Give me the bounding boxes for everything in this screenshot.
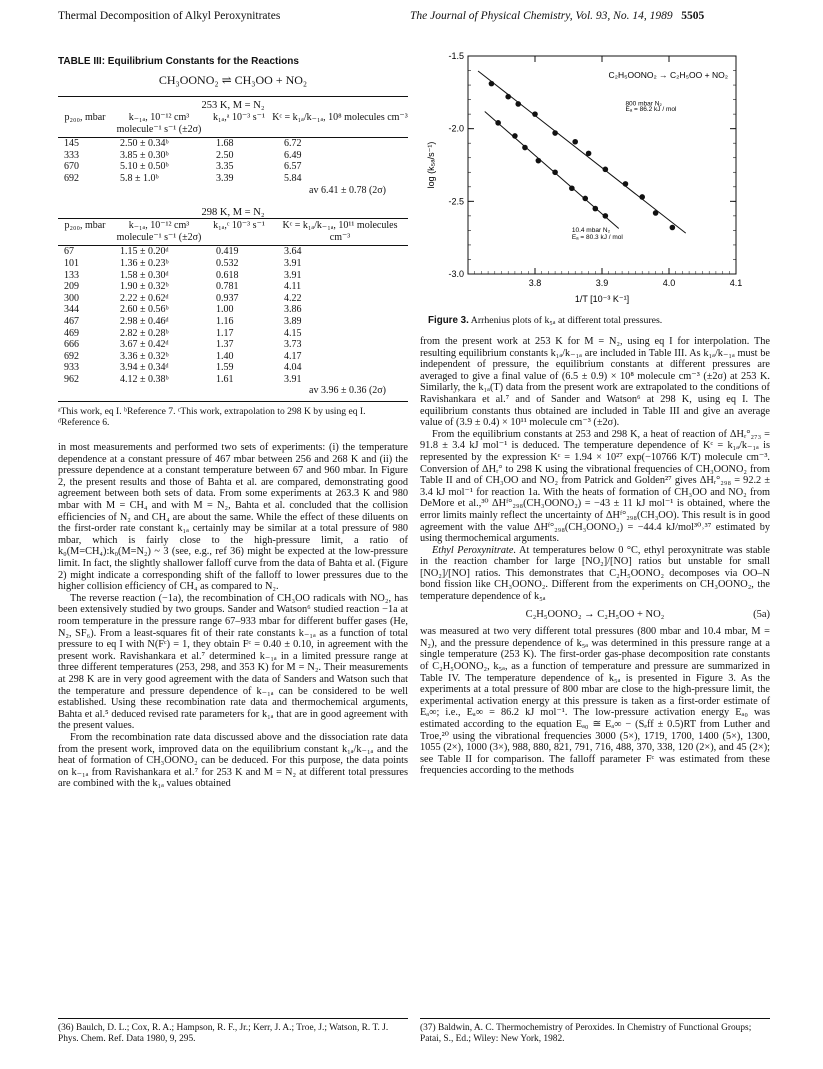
table-title: TABLE III: Equilibrium Constants for the Reactions [58,56,299,67]
table-header-cell: Kᶜ = k₁ₐ/k₋₁ₐ, 10⁸ molecules cm⁻³ [272,111,408,138]
table-cell: 2.60 ± 0.56ᵇ [120,304,169,316]
x-tick-label: 3.9 [595,278,609,288]
reaction-label: C₂H₅OONO₂ → C₂H₅OO + NO₂ [608,70,728,80]
table-cell: 2.82 ± 0.28ᵇ [120,327,169,339]
data-point-0 [653,210,659,216]
running-header: Thermal Decomposition of Alkyl Peroxynitrates [58,10,281,22]
data-point-0 [489,81,495,87]
table-cell: 3.85 ± 0.30ᵇ [120,149,169,161]
x-tick-label: 4.0 [662,278,676,288]
table-cell: 1.40 [216,350,234,362]
table-cell: 3.36 ± 0.32ᵇ [120,350,169,362]
table-condition-253k: 253 K, M = N₂ [58,96,408,111]
data-point-0 [515,101,521,107]
paragraph: The reverse reaction (−1a), the recombination of CH₃OO radicals with NO₂, has been extensively studied by two groups. Sander and Watson⁶ studied reaction −1a at room temperature in the pressure range 67–933 mbar for different buffer gases (He, N₂, SF₆). From a least-squares fit of their rate constants k₋₁ₐ as a function of total pressure to eq I with N(Fᶜ) = 1, they obtain Fᶜ = 0.40 ± 0.10, in agreement with the present work. Ravishankara et al.⁷ determined k₋₁ₐ in a limited pressure range at three different temperatures (253, 298, and 353 K) for M = N₂. Their measurements at 298 K are in very good agreement with the data of Sanders and Watson such that the temperature and pressure dependence of k₋₁ₐ can be considered to be well established. Using these recombination rate data and thermochemical arguments, Bahta et al.⁵ deduced revised rate parameters for k₁ₐ that are in good agreement with the present values. [58,592,408,732]
table-cell: 3.94 ± 0.34ᵈ [120,362,169,374]
table-cell: 6.49 [284,149,302,161]
journal-header [410,10,704,22]
table-cell: 467 [64,315,79,327]
left-column [58,38,408,790]
right-column [420,38,770,777]
data-point-0 [552,130,558,136]
figure-caption-label: Figure 3. [428,315,469,326]
table-cell: 1.36 ± 0.23ᵇ [120,257,169,269]
table-condition-298k: 298 K, M = N₂ [201,207,265,219]
data-point-1 [536,158,542,164]
table-row [58,258,408,270]
table-row [58,374,408,386]
y-tick-label: -2.5 [448,196,464,207]
y-axis-label: log (k₅ₐ/s⁻¹) [426,141,436,189]
table-row [58,270,408,282]
table-cell: 3.91 [284,257,302,269]
table-cell: 0.419 [216,246,239,258]
table-row [58,173,408,185]
table-header-cell: k₋₁ₐ, 10⁻¹² cm³ molecule⁻¹ s⁻¹ (±2σ) [112,219,206,246]
table-cell: 3.89 [284,315,302,327]
data-point-0 [505,94,511,100]
table-cell: 933 [64,362,79,374]
table-cell: 145 [64,138,79,150]
table-cell: 3.67 ± 0.42ᵈ [120,339,169,351]
table-cell: 4.12 ± 0.38ᵇ [120,373,169,385]
table-cell: 2.22 ± 0.62ᵈ [120,292,169,304]
table-cell: 209 [64,281,79,293]
table-row [58,316,408,328]
table-cell: 962 [64,373,79,385]
table-row [58,293,408,305]
table-header-cell: k₁ₐ,ᶜ 10⁻³ s⁻¹ [206,219,272,246]
equation-number: (5a) [753,608,770,620]
table-row [58,339,408,351]
table-cell: 469 [64,327,79,339]
data-point-0 [603,167,609,173]
table-row [58,304,408,316]
left-body-text [58,442,408,790]
table-cell: 3.73 [284,339,302,351]
table-cell: 1.15 ± 0.20ᵈ [120,246,169,258]
plot-frame [468,56,736,274]
table-block-298k [58,218,408,397]
data-point-0 [572,139,578,145]
table-row [58,351,408,363]
x-axis-label: 1/T [10⁻³ K⁻¹] [574,294,630,304]
reference-36: (36) Baulch, D. L.; Cox, R. A.; Hampson, R. F., Jr.; Kerr, J. A.; Troe, J.; Watson, R. T. J. Phys. Chem. Ref. Data 1980, 9, 295. [58,1018,408,1045]
equation-5a [420,609,770,621]
table-row [58,281,408,293]
x-tick-label: 4.1 [729,278,743,288]
paragraph-text: At temperatures below 0 °C, ethyl peroxynitrate was stable in the reaction chamber for large [NO₂]/[NO] ratios but unstable for small [NO₂]/[NO] ratios. This demonstrates that C₂H₅OONO₂ decomposes via OO–N bond fission like CH₃OONO₂. Different from the experiments on CH₃OONO₂, the temperature dependence of k₅ₐ [420,544,771,603]
table-cell: 344 [64,304,79,316]
right-body-text [420,336,770,777]
table-cell: 4.04 [284,362,302,374]
table-cell: 6.72 [284,138,302,150]
table-cell: 666 [64,339,79,351]
table-cell: 1.61 [216,373,234,385]
annotation-low-pressure: 10.4 mbar N₂ [571,226,611,234]
table-cell: 4.15 [284,327,302,339]
table-cell: 1.90 ± 0.32ᵇ [120,281,169,293]
table-cell: 4.22 [284,292,302,304]
table-cell: 5.10 ± 0.50ᵇ [120,161,169,173]
data-point-1 [552,169,558,175]
table-cell: 670 [64,161,79,173]
data-point-1 [569,185,575,191]
table-row [58,328,408,340]
table-cell: 2.50 [216,149,234,161]
table-cell: 0.937 [216,292,239,304]
paragraph: from the present work at 253 K for M = N₂, using eq I for interpolation. The resulting equilibrium constants k₁ₐ/k₋₁ₐ are included in Table III. As k₁ₐ/k₋₁ₐ must be independent of pressure, the equilibrium constants at different pressures are averaged to give a final value of (6.5 ± 0.9) × 10⁸ molecule cm⁻³ (±2σ) at 253 K. Similarly, the k₁ₐ(T) data from the present work are extrapolated to the conditions of Ravishankara et al.⁷ and of Sander and Watson⁶ at 298 K, using eq I. The equilibrium constants thus obtained are included in Table III and give an average value of (3.9 ± 0.4) × 10¹¹ molecule cm⁻³ (±2σ). [420,336,770,429]
table-row [58,362,408,374]
table-cell: 0.618 [216,269,239,281]
data-point-0 [623,181,629,187]
table-cell: 692 [64,350,79,362]
figure-caption [428,315,770,326]
table-cell: 2.50 ± 0.34ᵇ [120,138,169,150]
figure-3-plot [420,38,770,306]
section-heading: Ethyl Peroxynitrate. [432,544,517,556]
table-cell: 1.16 [216,315,234,327]
paragraph: was measured at two very different total pressures (800 mbar and 10.4 mbar, M = N₂), and the pressure dependence of k₅ₐ was determined in this pressure range at a single temperature (253 K). The first-order gas-phase decomposition rate constants of C₂H₅OONO₂, k₅ₐ, as a function of temperature and pressure are summarized in Table IV. The temperature dependence of k₅ₐ is presented in Figure 3. As the experiments at a total pressure of 800 mbar are close to the high-pressure limit, the experimental activation energy at this pressure is taken as a first-order estimate of Eₐ∞; i.e., Eₐ∞ = 86.2 kJ mol⁻¹. The low-pressure activation energy Eₐ₀ was estimated according to the equation Eₐ₀ ≅ Eₐ∞ − (Sₑff ± 0.5)RT from Luther and Troe,²⁰ using the vibrational frequencies 3000 (5×), 1719, 1700, 1400 (5×), 1300, 1055 (2×), 1000 (3×), 988, 880, 821, 791, 716, 488, 370, 338, 120 (2×), and 45 (2×); see Table II for comparison. The falloff parameter Fᶜ was estimated from these frequencies according to the methods [420,626,770,777]
table-cell: 3.91 [284,269,302,281]
paragraph: From the equilibrium constants at 253 and 298 K, a heat of reaction of ΔHᵣ°₂₇₃ = 91.8 ± 3.4 kJ mol⁻¹ is deduced. The temperature dependence of Kᶜ = k₁ₐ/k₋₁ₐ is represented by the expression Kᶜ = 1.94 × 10²⁷ exp(−10766 K/T) molecule cm⁻³. Conversion of ΔHᵣ° to 298 K using the vibrational frequencies of CH₃OONO₂ from Table II and of CH₃OO and NO₂ from Patrick and Golden²⁷ gives ΔHᵣ°₂₉₈ = 92.2 ± 3.4 kJ mol⁻¹ for reaction 1a. With the heats of formation of CH₃OO and NO₂ from DeMore et al.,³⁰ ΔHᶠ°₂₉₈(CH₃OONO₂) = −43 ± 11 kJ mol⁻¹ is obtained, where the error limits mainly reflect the uncertainty of ΔHᶠ°₂₉₈(CH₃OO). This result is in good agreement with the value ΔHᶠ°₂₉₈(CH₃OONO₂) = −44.4 kJ/mol³⁰˒³⁷ estimated by using thermochemical arguments. [420,428,770,545]
table-footnote: ᵃThis work, eq I. ᵇReference 7. ᶜThis work, extrapolation to 298 K by using eq I. ᵈReference 6. [58,401,408,428]
table-cell: 300 [64,292,79,304]
table-row [58,150,408,162]
data-point-1 [593,206,599,212]
paragraph [420,545,770,603]
table-cell: 1.37 [216,339,234,351]
equation-text: C₂H₅OONO₂ → C₂H₅OO + NO₂ [525,608,665,620]
journal-citation: The Journal of Physical Chemistry, Vol. 93, No. 14, 1989 [410,10,673,22]
table-cell: 1.00 [216,304,234,316]
table-header-cell: Kᶜ = k₁ₐ/k₋₁ₐ, 10¹¹ molecules cm⁻³ [272,219,408,246]
table-cell: 0.781 [216,281,239,293]
table-cell: 3.39 [216,172,234,184]
table-cell: 1.68 [216,138,234,150]
table-cell: 3.64 [284,246,302,258]
data-point-0 [532,111,538,117]
table-cell: 67 [64,246,74,258]
table-cell: 0.532 [216,257,239,269]
table-cell: 3.86 [284,304,302,316]
table-cell: 692 [64,172,79,184]
data-point-1 [512,133,518,139]
table-header-cell: p₂₀₀, mbar [58,219,112,246]
y-tick-label: -2.0 [448,123,464,134]
table-cell: 1.17 [216,327,234,339]
table-reaction: CH₃OONO₂ ⇌ CH₃OO + NO₂ [158,73,308,87]
y-tick-label: -3.0 [448,269,464,279]
figure-caption-text: Arrhenius plots of k₅ₐ at different total pressures. [470,315,663,326]
table-cell: 101 [64,257,79,269]
table-row [58,246,408,258]
table-header-cell: k₋₁ₐ, 10⁻¹² cm³ molecule⁻¹ s⁻¹ (±2σ) [112,111,206,138]
table-cell: 4.11 [284,281,302,293]
table-cell: 3.35 [216,161,234,173]
page-number: 5505 [681,10,705,22]
data-point-0 [639,194,645,200]
table-row [58,161,408,173]
paragraph: From the recombination rate data discussed above and the dissociation rate data from the present work, improved data on the equilibrium constant k₁ₐ/k₋₁ₐ and the heat of formation of CH₃OONO₂ can be deduced. For this purpose, the data points on k₋₁ₐ from Ravishankara et al.⁷ for 253 K and M = N₂ at different total pressures are combined with the k₁ₐ values obtained [58,731,408,790]
table-average: av 3.96 ± 0.36 (2σ) [309,385,386,397]
table-cell: 3.91 [284,373,302,385]
table-cell: 4.17 [284,350,302,362]
table-cell: 5.8 ± 1.0ᵇ [120,172,159,184]
data-point-1 [495,120,501,126]
data-point-0 [670,225,676,231]
table-cell: 333 [64,149,79,161]
table-cell: 6.57 [284,161,302,173]
table-cell: 5.84 [284,172,302,184]
x-tick-label: 3.8 [528,278,542,288]
table-row [58,138,408,150]
data-point-1 [582,196,588,202]
table-average: av 6.41 ± 0.78 (2σ) [309,184,386,196]
annotation-high-ea: Eₐ = 86.2 kJ / mol [625,106,677,114]
paragraph: in most measurements and performed two sets of experiments: (i) the temperature dependence at a constant pressure of 467 mbar between 256 and 268 K and (ii) the pressure dependence at a constant temperature between 67 and 960 mbar. In Figure 2, the present results and those of Bahta et al. are compared, demonstrating good agreement between both sets of data. From some experiments at 263.3 K and 980 mbar with M = CH₄ and with M = N₂, Bahta et al. concluded that the collision efficiencies of N₂ and CH₄ are about the same. While the effect of these diluents on the first-order rate constant k₁ₐ certainly may be similar at a total pressure of 980 mbar, which is fairly close to the high-pressure limit, a ratio of k₀(M=CH₄):k₀(M=N₂) ~ 3 (see, e.g., ref 36) might be expected at the low-pressure limit. In fact, the slightly shallower falloff curve from the data of Bahta et al. (Figure 2) might indicate a corresponding shift of the falloff to lower pressures due to the higher collision efficiency of CH₄ as compared to N₂. [58,442,408,593]
annotation-low-ea: Eₐ = 80.3 kJ / mol [571,234,623,242]
y-tick-label: -1.5 [448,51,464,61]
table-cell: 2.98 ± 0.46ᵈ [120,315,169,327]
annotation-high-pressure: 800 mbar N₂ [625,100,662,108]
data-point-1 [522,145,528,151]
table-block-253k [58,111,408,196]
table-cell: 133 [64,269,79,281]
table-cell: 1.59 [216,362,234,374]
reference-37: (37) Baldwin, A. C. Thermochemistry of Peroxides. In Chemistry of Functional Groups; Patai, S., Ed.; Wiley: New York, 1982. [420,1018,770,1045]
data-point-1 [603,213,609,219]
table-header-cell: k₁ₐ,ᵃ 10⁻³ s⁻¹ [206,111,272,138]
table-cell: 1.58 ± 0.30ᵈ [120,269,169,281]
table-header-cell: p₂₀₀, mbar [58,111,112,138]
data-point-0 [586,151,592,157]
